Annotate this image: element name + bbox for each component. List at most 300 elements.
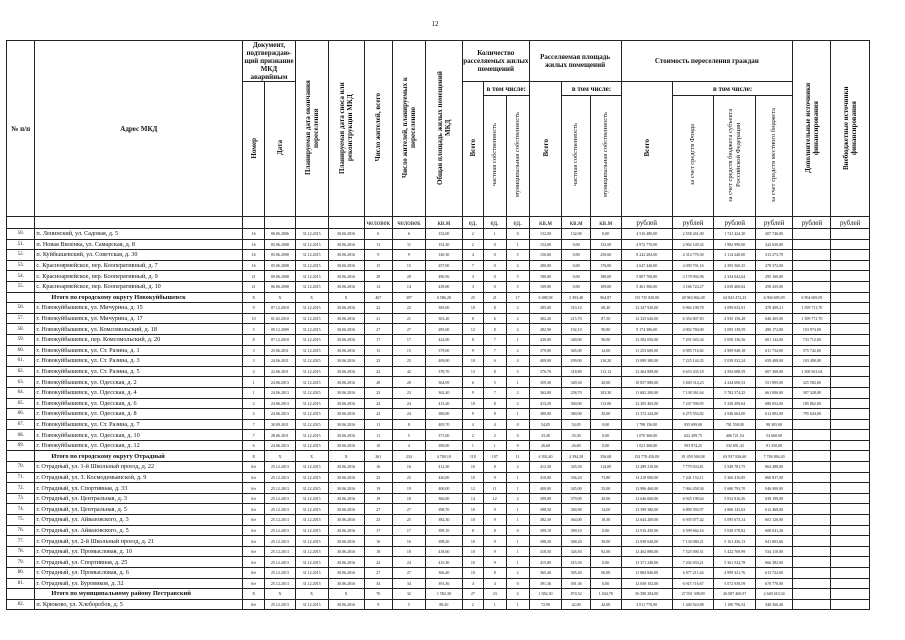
data-cell: 413,20: [425, 398, 462, 409]
data-cell: 399,10: [529, 525, 562, 536]
data-cell: 05.06.2008: [265, 250, 296, 261]
data-cell: 31.12.2015: [295, 536, 328, 547]
data-cell: 601 142,00: [756, 334, 793, 345]
data-cell: 359,30: [529, 377, 562, 388]
data-cell: 701 558,00: [714, 419, 756, 430]
data-cell: [793, 229, 831, 240]
data-cell: 185 862,00: [793, 398, 831, 409]
data-cell: 4 394,28: [562, 451, 590, 462]
address-cell: г. Отрадный, ул. 2-й Школьный проезд, д. 21: [35, 536, 243, 547]
data-cell: 8: [483, 462, 506, 473]
data-cell: 2: [506, 387, 529, 398]
address-cell: г. Новокуйбышевск, ул. Одесская, д. 4: [35, 387, 243, 398]
data-cell: 4 059 701,16: [672, 260, 714, 271]
row-number: 59.: [7, 334, 35, 345]
data-cell: 379,00: [529, 345, 562, 356]
data-cell: 11 682 200,00: [621, 387, 672, 398]
data-cell: X: [328, 451, 364, 462]
data-cell: 365,40: [529, 568, 562, 579]
table-row: [7, 303, 870, 314]
data-cell: 398,50: [529, 504, 562, 515]
address-cell: г. Новокуйбышевск, ул. Мичурина, д. 17: [35, 313, 243, 324]
data-cell: 5 549 781,75: [714, 462, 756, 473]
data-cell: 5 330 209,64: [714, 398, 756, 409]
data-cell: X: [295, 451, 328, 462]
data-cell: 415,80: [529, 557, 562, 568]
table-row: [7, 472, 870, 483]
data-cell: 409,00: [425, 356, 462, 367]
table-row: [7, 546, 870, 557]
address-cell: г. Новокуйбышевск, ул. Ст. Разина, д. 1: [35, 345, 243, 356]
data-cell: 27 931 308,09: [672, 589, 714, 600]
table-row: [7, 557, 870, 568]
data-cell: 5 782 374,25: [714, 387, 756, 398]
data-cell: 24: [364, 398, 392, 409]
data-cell: 140,30: [425, 250, 462, 261]
data-cell: 207 746,00: [756, 229, 793, 240]
data-cell: 12: [462, 483, 483, 494]
data-cell: 30.06.2016: [328, 483, 364, 494]
data-cell: 16: [393, 536, 426, 547]
subtotal-row: [7, 451, 870, 462]
data-cell: 5: [506, 281, 529, 292]
data-cell: 280,00: [529, 260, 562, 271]
data-cell: 8: [483, 525, 506, 536]
data-cell: 400,00: [529, 483, 562, 494]
data-cell: 9: [483, 536, 506, 547]
data-cell: 391,36: [425, 578, 462, 589]
data-cell: 5 461 500,00: [621, 281, 672, 292]
data-cell: 0,00: [590, 229, 621, 240]
data-cell: 5: [393, 430, 426, 441]
data-cell: 15: [393, 260, 426, 271]
data-cell: 356,68: [590, 451, 621, 462]
data-cell: 12: [462, 324, 483, 335]
data-cell: [793, 440, 831, 451]
data-cell: 551 895,00: [756, 377, 793, 388]
data-cell: 7 779 033,81: [672, 462, 714, 473]
data-cell: 25: [462, 292, 483, 303]
data-cell: 109,00: [590, 281, 621, 292]
data-cell: 384,90: [562, 504, 590, 515]
col-residents-planned-header: Число жителей, планируемых к переселению: [400, 77, 417, 178]
data-cell: 110,20: [590, 356, 621, 367]
data-cell: 313 273,70: [756, 250, 793, 261]
address-cell: г. Отрадный, ул. Спортивная, д. 33: [35, 483, 243, 494]
data-cell: 6/е: [243, 462, 265, 473]
data-cell: 15: [364, 345, 392, 356]
data-cell: 6 925 198,64: [672, 493, 714, 504]
unit-cell: рублей: [714, 217, 756, 229]
data-cell: 63 937 826,60: [714, 451, 756, 462]
data-cell: 10 857 880,00: [621, 377, 672, 388]
data-cell: 21: [243, 281, 265, 292]
data-cell: 30.06.2016: [328, 229, 364, 240]
data-cell: 10: [462, 462, 483, 473]
data-cell: 21: [483, 292, 506, 303]
data-cell: 18,30: [590, 515, 621, 526]
data-cell: 10: [462, 504, 483, 515]
data-cell: 25.12.2013: [265, 504, 296, 515]
data-cell: 31.12.2015: [295, 387, 328, 398]
data-cell: 490 172,80: [756, 324, 793, 335]
data-cell: 07.12.2010: [265, 334, 296, 345]
data-cell: 31.12.2015: [295, 229, 328, 240]
data-cell: 90,80: [590, 324, 621, 335]
row-number: 50.: [7, 229, 35, 240]
address-cell: г. Отрадный, ул. З. Космодемьянской, д. 9: [35, 472, 243, 483]
data-cell: [793, 599, 831, 610]
data-cell: 31.12.2015: [295, 599, 328, 610]
data-cell: 118: [462, 451, 483, 462]
data-cell: 42,00: [590, 599, 621, 610]
table-row: [7, 281, 870, 292]
data-cell: 5 422 769,99: [714, 546, 756, 557]
data-cell: 10: [462, 356, 483, 367]
col-subject-header: за счет средств бюджета субъекта Российской Федерации: [726, 108, 742, 202]
data-cell: 1 070 360,00: [621, 430, 672, 441]
data-cell: 6 915 716,67: [672, 578, 714, 589]
data-cell: 30.06.2016: [328, 313, 364, 324]
data-cell: [831, 568, 870, 579]
col-count-group-header: Количество расселяемых жилых помещений: [462, 41, 529, 82]
data-cell: 33,30: [562, 430, 590, 441]
data-cell: 16: [364, 536, 392, 547]
table-row: [7, 345, 870, 356]
data-cell: 733 712,00: [793, 334, 831, 345]
table-row: [7, 430, 870, 441]
data-cell: [831, 462, 870, 473]
data-cell: 13 371 240,00: [621, 557, 672, 568]
data-cell: [793, 472, 831, 483]
data-cell: 0,00: [590, 430, 621, 441]
data-cell: 2: [506, 568, 529, 579]
data-cell: 152,00: [590, 239, 621, 250]
data-cell: 418,60: [425, 546, 462, 557]
row-number: 60.: [7, 345, 35, 356]
data-cell: 6/е: [243, 599, 265, 610]
data-cell: 305,40: [562, 568, 590, 579]
address-cell: п. Новая Виленка, ул. Самарская, д. 8: [35, 239, 243, 250]
data-cell: 30.06.2016: [328, 504, 364, 515]
data-cell: 30.06.2016: [328, 440, 364, 451]
data-cell: 180,00: [529, 271, 562, 282]
row-number: 79.: [7, 557, 35, 568]
data-cell: 132,00: [425, 229, 462, 240]
data-cell: 25: [364, 356, 392, 367]
data-cell: 30.06.2016: [328, 334, 364, 345]
table-row: [7, 324, 870, 335]
data-cell: 13 399 380,00: [621, 504, 672, 515]
data-cell: 641 803,66: [756, 536, 793, 547]
data-cell: 661 006,00: [756, 387, 793, 398]
data-cell: 215,70: [562, 313, 590, 324]
data-cell: 22.06.2011: [265, 366, 296, 377]
col-doc-date-header: Дата: [275, 140, 284, 156]
data-cell: [831, 387, 870, 398]
data-cell: 25.12.2013: [265, 515, 296, 526]
data-cell: 30.06.2016: [328, 260, 364, 271]
row-number: [7, 589, 35, 600]
data-cell: 11: [364, 239, 392, 250]
data-cell: [793, 589, 831, 600]
data-cell: 603 126,00: [756, 515, 793, 526]
data-cell: 21: [243, 271, 265, 282]
data-cell: X: [328, 589, 364, 600]
row-number: 81.: [7, 578, 35, 589]
data-cell: 4 909 948,18: [714, 345, 756, 356]
subtotal-row: [7, 292, 870, 303]
data-cell: 9: [364, 599, 392, 610]
data-cell: 81 459 568,08: [672, 451, 714, 462]
data-cell: 9: [462, 387, 483, 398]
address-cell: г. Новокуйбышевск, ул. Одесская, д. 10: [35, 430, 243, 441]
data-cell: 612 002,00: [756, 409, 793, 420]
data-cell: 73,80: [590, 472, 621, 483]
row-number: 57.: [7, 313, 35, 324]
data-cell: 31.12.2015: [295, 440, 328, 451]
data-cell: 33,30: [529, 430, 562, 441]
data-cell: 4: [462, 419, 483, 430]
data-cell: 310,10: [562, 303, 590, 314]
data-cell: 2 393 560,25: [714, 260, 756, 271]
data-cell: 3: [243, 356, 265, 367]
data-cell: 6 354 807,83: [672, 313, 714, 324]
data-cell: 258 435,00: [756, 281, 793, 292]
data-cell: 180,00: [590, 271, 621, 282]
col-fund-header: за счет средств Фонда: [689, 124, 697, 186]
data-cell: 5 028 578,82: [714, 525, 756, 536]
data-cell: 2: [462, 229, 483, 240]
data-cell: [793, 451, 831, 462]
address-cell: п. Куйбышевский, ул. Советская, д. 30: [35, 250, 243, 261]
data-cell: 24: [393, 398, 426, 409]
data-cell: 9: [483, 472, 506, 483]
data-cell: 13 089 380,00: [621, 356, 672, 367]
data-cell: 7 134 080,21: [672, 536, 714, 547]
data-cell: 2: [506, 345, 529, 356]
data-cell: 9: [483, 546, 506, 557]
data-cell: 364,00: [562, 515, 590, 526]
data-cell: 0: [483, 250, 506, 261]
data-cell: 31.12.2015: [295, 578, 328, 589]
data-cell: 24.06.2013: [265, 387, 296, 398]
table-row: [7, 229, 870, 240]
data-cell: 27: [364, 568, 392, 579]
data-cell: 22: [393, 303, 426, 314]
data-cell: 30,00: [590, 536, 621, 547]
unit-cell: кв.м: [562, 217, 590, 229]
data-cell: 26,60: [529, 440, 562, 451]
data-cell: 1: [506, 546, 529, 557]
data-cell: 10: [462, 568, 483, 579]
data-cell: 6 388,58: [529, 292, 562, 303]
data-cell: 490,56: [425, 271, 462, 282]
col-num-header: № п/п: [7, 41, 35, 217]
data-cell: 364,09: [425, 377, 462, 388]
data-cell: 42: [393, 366, 426, 377]
table-row: [7, 313, 870, 324]
data-cell: 8: [483, 568, 506, 579]
data-cell: [831, 292, 870, 303]
data-cell: 12 938 640,00: [621, 536, 672, 547]
row-number: 66.: [7, 409, 35, 420]
data-cell: 299,00: [562, 356, 590, 367]
data-cell: 0,00: [590, 525, 621, 536]
row-number: 69.: [7, 440, 35, 451]
data-cell: 24: [364, 557, 392, 568]
data-cell: 399,00: [529, 493, 562, 504]
data-cell: 6: [483, 313, 506, 324]
data-cell: 399,10: [562, 525, 590, 536]
data-cell: 4: [393, 440, 426, 451]
data-cell: 412,30: [529, 462, 562, 473]
data-cell: 0,00: [590, 557, 621, 568]
data-cell: [831, 451, 870, 462]
col-area-total-header: Всего: [541, 139, 550, 157]
address-cell: г. Новокуйбышевск, ул. Одесская, д. 12: [35, 440, 243, 451]
data-cell: 18: [393, 546, 426, 557]
table-row: [7, 599, 870, 610]
row-number: 76.: [7, 525, 35, 536]
data-cell: 349,30: [562, 377, 590, 388]
row-number: [7, 292, 35, 303]
table-row: [7, 387, 870, 398]
data-cell: 1 190 796,52: [714, 599, 756, 610]
data-cell: 25.12.2013: [265, 568, 296, 579]
data-cell: [831, 366, 870, 377]
data-cell: 6 877 211,64: [672, 568, 714, 579]
data-cell: [831, 536, 870, 547]
data-cell: 4: [506, 324, 529, 335]
data-cell: 31.12.2015: [295, 525, 328, 536]
address-cell: п. Ленинский, ул. Садовая, д. 5: [35, 229, 243, 240]
data-cell: [831, 589, 870, 600]
data-cell: 1 044,78: [590, 589, 621, 600]
data-cell: [831, 409, 870, 420]
data-cell: 612 468,00: [756, 504, 793, 515]
data-cell: 12 646 660,00: [621, 493, 672, 504]
unit-cell: рублей: [672, 217, 714, 229]
table-row: [7, 515, 870, 526]
table-row: [7, 366, 870, 377]
data-cell: X: [328, 292, 364, 303]
data-cell: 6/е: [243, 493, 265, 504]
data-cell: 18: [393, 493, 426, 504]
data-cell: 54 660,00: [756, 430, 793, 441]
unit-cell: ед.: [506, 217, 529, 229]
data-cell: [793, 271, 831, 282]
col-local-header: за счет средств местного бюджета: [770, 107, 778, 203]
row-number: 75.: [7, 515, 35, 526]
address-cell: г. Новокуйбышевск, ул. Ст. Разина, д. 7: [35, 419, 243, 430]
data-cell: 107: [483, 451, 506, 462]
data-cell: 4 594 688,59: [714, 366, 756, 377]
data-cell: 6/е: [243, 504, 265, 515]
data-cell: 378,70: [425, 366, 462, 377]
data-cell: 24.06.2013: [265, 398, 296, 409]
data-cell: 2: [506, 462, 529, 473]
data-cell: 154,00: [529, 239, 562, 250]
page-number: 12: [431, 20, 439, 28]
data-cell: 31.12.2015: [295, 239, 328, 250]
col-cost-incl-header: в том числе:: [672, 82, 792, 96]
data-cell: 6 599 664,16: [672, 525, 714, 536]
data-cell: 2: [506, 303, 529, 314]
data-cell: 24.06.2013: [265, 440, 296, 451]
subtotal-row: [7, 589, 870, 600]
data-cell: 18: [364, 493, 392, 504]
data-cell: 15: [364, 260, 392, 271]
data-cell: 2 902 149,32: [672, 239, 714, 250]
row-number: 53.: [7, 260, 35, 271]
row-number: 72.: [7, 483, 35, 494]
address-cell: г. Отрадный, ул. Центральная, д. 5: [35, 504, 243, 515]
data-cell: 6 964 198,78: [672, 303, 714, 314]
col-count-incl-header: в том числе:: [483, 82, 529, 96]
data-cell: 9: [243, 303, 265, 314]
data-cell: 34: [364, 578, 392, 589]
data-cell: 7: [243, 419, 265, 430]
data-cell: [793, 546, 831, 557]
data-cell: 1: [506, 239, 529, 250]
data-cell: X: [243, 589, 265, 600]
data-cell: 24: [393, 557, 426, 568]
data-cell: 30.06.2016: [328, 493, 364, 504]
data-cell: 19: [393, 483, 426, 494]
data-cell: 30.06.2016: [328, 303, 364, 314]
data-cell: 11: [364, 419, 392, 430]
data-cell: 16: [364, 462, 392, 473]
unit-cell: человек: [364, 217, 392, 229]
data-cell: 132,00: [529, 229, 562, 240]
data-cell: 382,30: [529, 515, 562, 526]
table-row: [7, 377, 870, 388]
address-cell: г. Новокуйбышевск, ул. Одесская, д. 6: [35, 398, 243, 409]
resettlement-table: [6, 40, 870, 610]
data-cell: 4: [462, 578, 483, 589]
data-cell: 366,00: [425, 493, 462, 504]
data-cell: 4: [506, 589, 529, 600]
data-cell: 2 647 440,00: [621, 260, 672, 271]
data-cell: [831, 250, 870, 261]
data-cell: 0: [506, 525, 529, 536]
data-cell: 60,00: [590, 568, 621, 579]
data-cell: 12 658 102,00: [621, 578, 672, 589]
data-cell: 6/е: [243, 536, 265, 547]
data-cell: 31.12.2015: [295, 515, 328, 526]
row-number: 77.: [7, 536, 35, 547]
data-cell: 5: [243, 324, 265, 335]
data-cell: 234: [393, 451, 426, 462]
data-cell: 18: [364, 546, 392, 557]
data-cell: 2 649 410,34: [756, 589, 793, 600]
data-cell: 1 582,30: [425, 589, 462, 600]
data-cell: 30.06.2016: [328, 250, 364, 261]
row-number: 54.: [7, 271, 35, 282]
data-cell: 30.06.2016: [328, 377, 364, 388]
data-cell: [831, 377, 870, 388]
data-cell: 3: [462, 281, 483, 292]
data-cell: 0,00: [590, 440, 621, 451]
data-cell: [831, 303, 870, 314]
data-cell: 382,30: [425, 515, 462, 526]
data-cell: 12 464 808,00: [621, 366, 672, 377]
data-cell: 176,00: [590, 260, 621, 271]
data-cell: 42: [364, 366, 392, 377]
data-cell: 25.12.2013: [265, 536, 296, 547]
table-row: [7, 356, 870, 367]
